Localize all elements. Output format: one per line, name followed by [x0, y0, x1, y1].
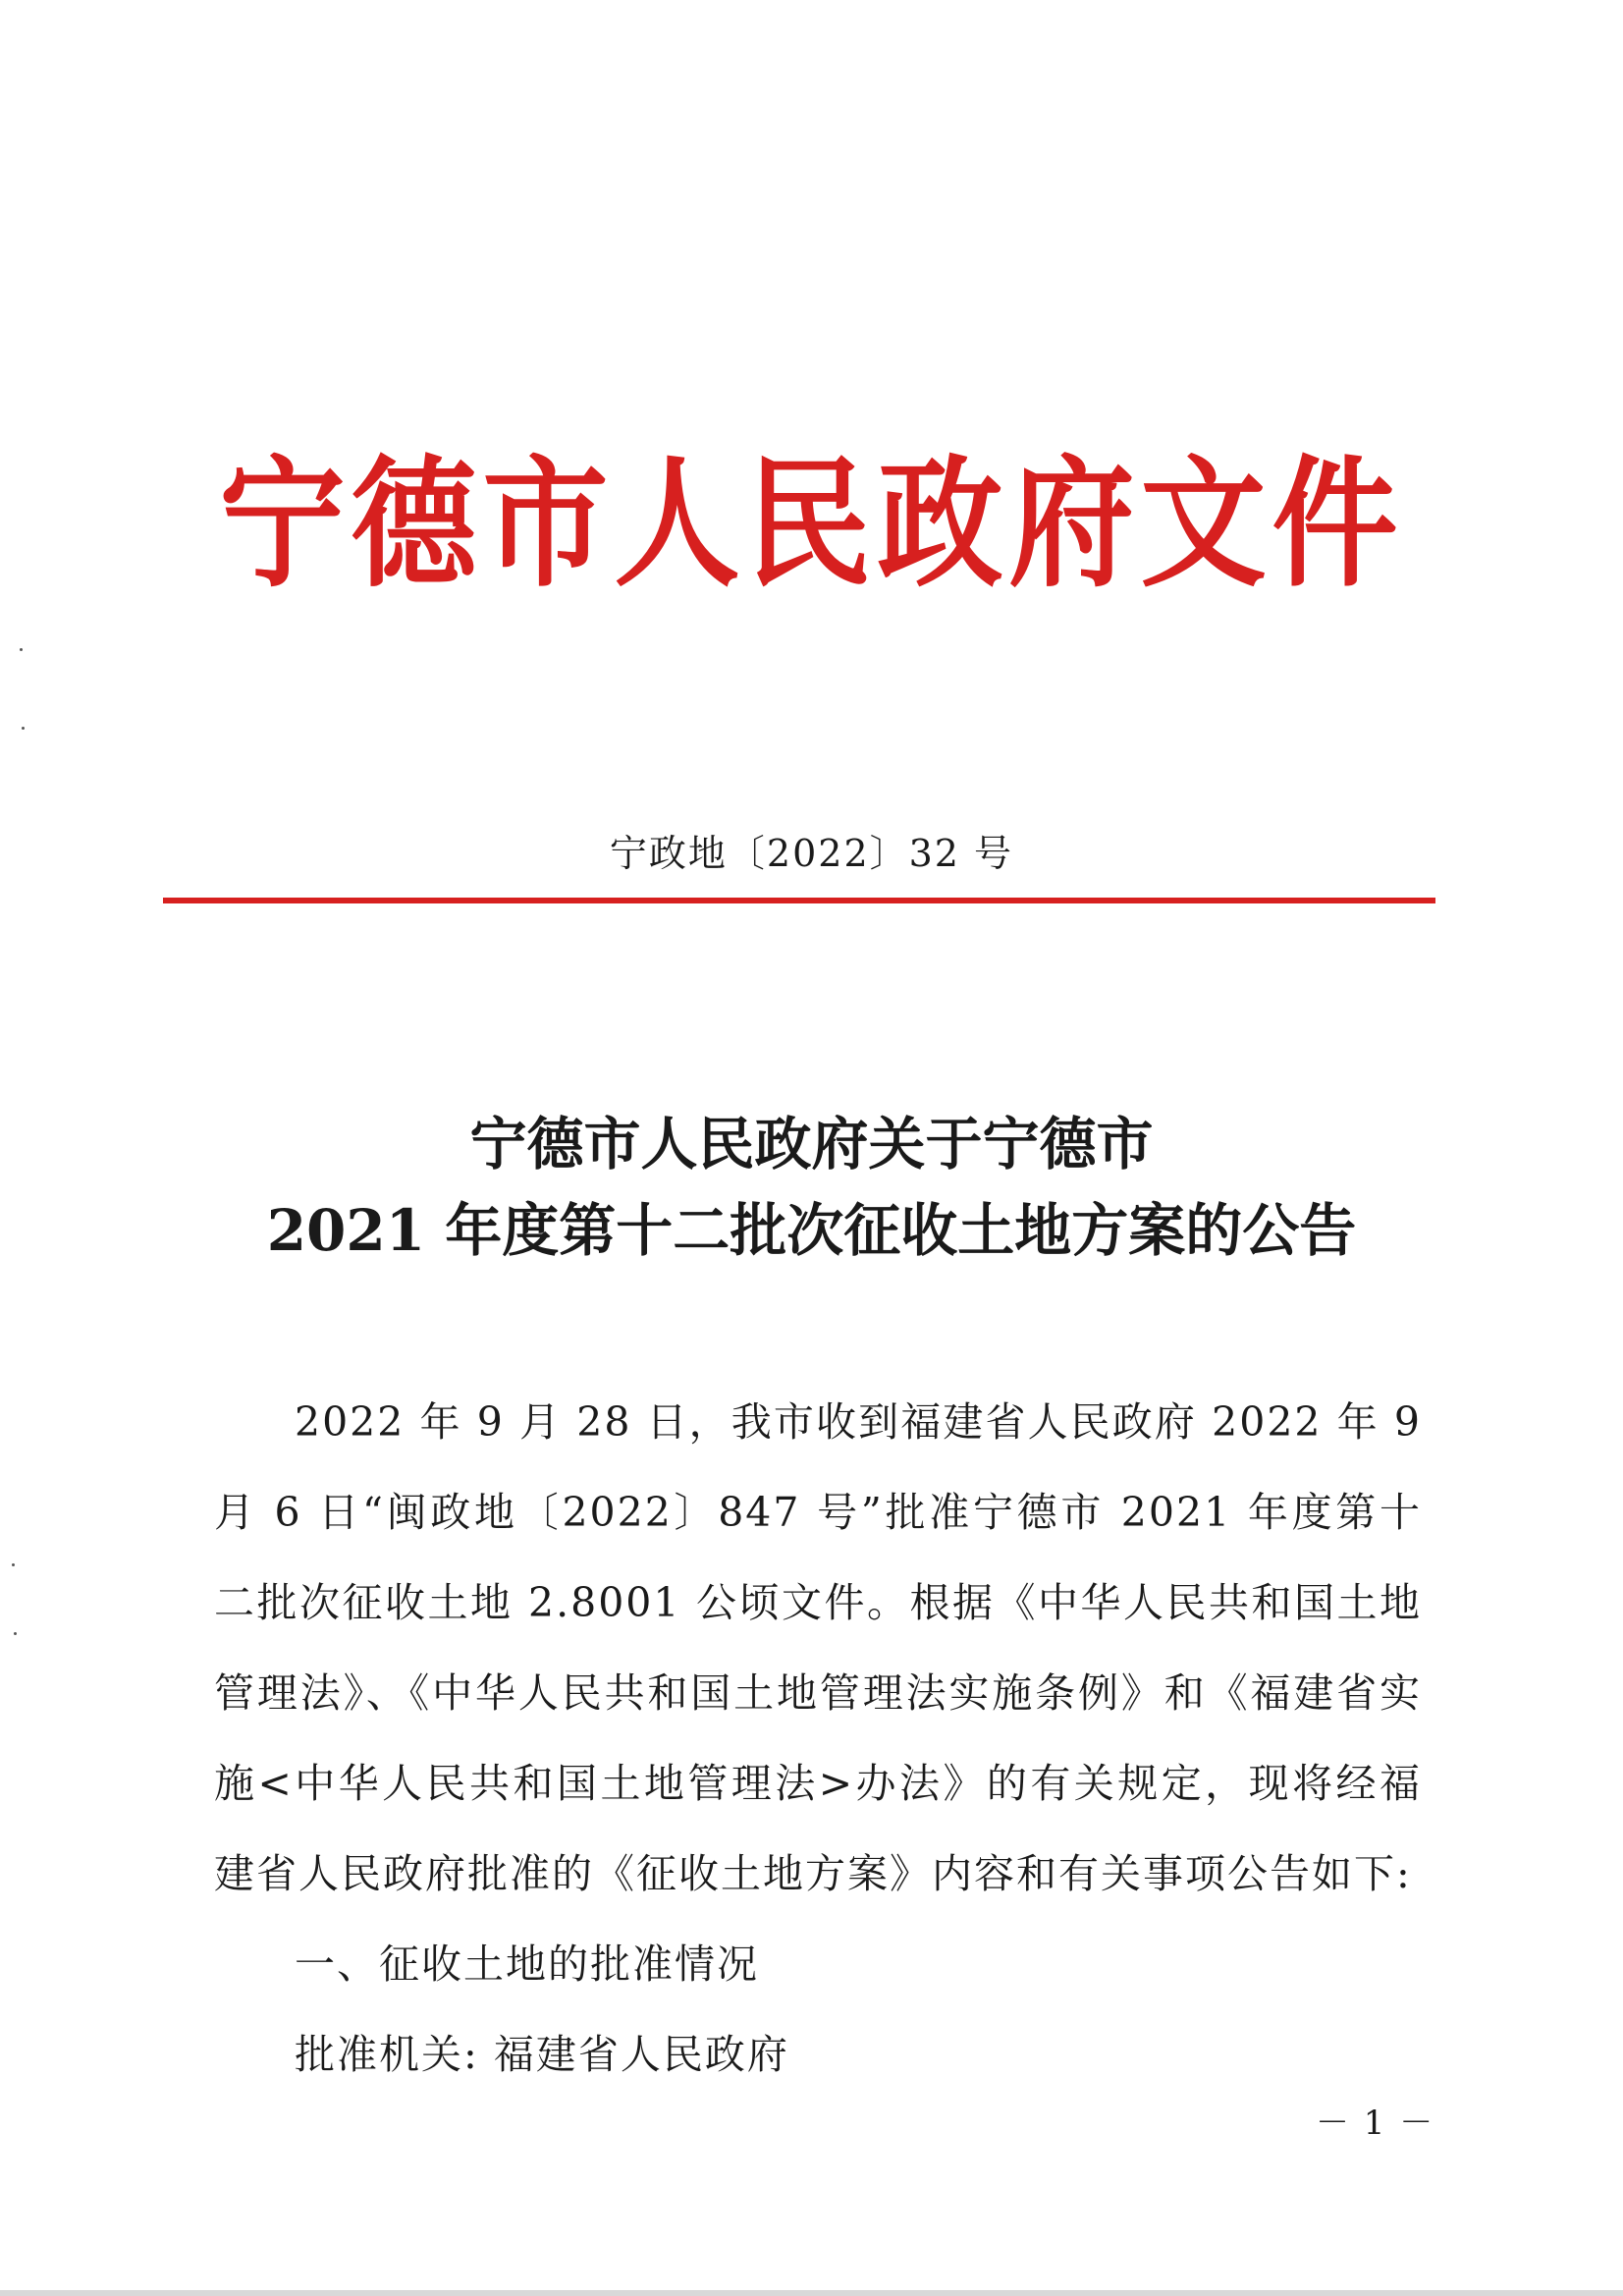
- document-number: 宁政地〔2022〕32 号: [609, 832, 1014, 875]
- scan-speck: [12, 1563, 15, 1566]
- document-body: [214, 1377, 1422, 2100]
- masthead: 宁德市人民政府文件: [219, 442, 1404, 607]
- paragraph-intro: 2022 年 9 月 28 日，我市收到福建省人民政府 2022 年 9 月 6 日“闽政地〔2022〕847 号”批准宁德市 2021 年度第十二批次征收土地 2.8001 公顷文件。根据《中华人民共和国土地管理法》、《中华人民共和国土地管理法实施条例》和《福建省实施<中华人民共和国土地管理法>办法》的有关规定，现将经福建省人民政府批准的《征收土地方案》内容和有关事项公告如下:: [214, 1398, 1422, 1897]
- page-bottom-edge: [0, 2290, 1623, 2296]
- scan-speck: [22, 727, 25, 730]
- document-title-line-1: 宁德市人民政府关于宁德市: [469, 1111, 1154, 1177]
- scan-speck: [14, 1632, 17, 1635]
- document-title-line-2: 2021 年度第十二批次征收土地方案的公告: [266, 1197, 1357, 1264]
- section-heading-approval: 一、征收土地的批准情况: [295, 1941, 759, 1988]
- page-number: － 1 －: [1316, 2104, 1435, 2143]
- scan-speck: [20, 648, 23, 651]
- red-separator-rule: [163, 898, 1435, 903]
- approval-authority: 批准机关: 福建省人民政府: [295, 2031, 789, 2078]
